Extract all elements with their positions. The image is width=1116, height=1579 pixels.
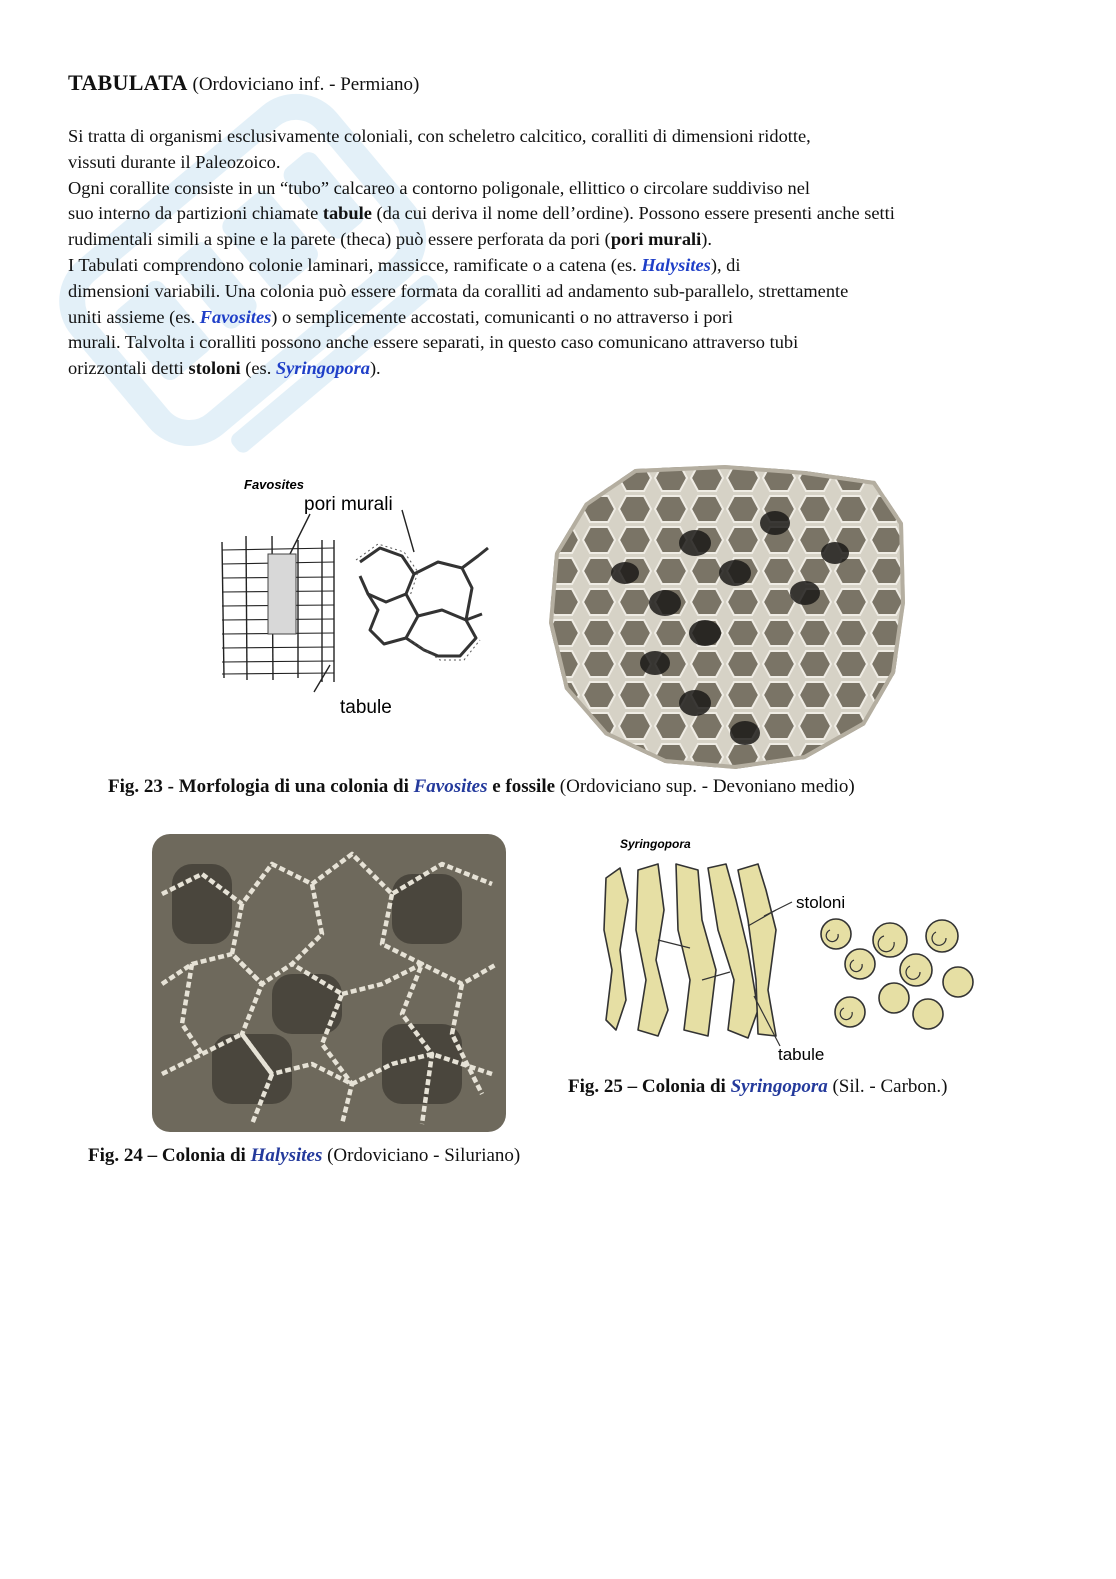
text-line: dimensioni variabili. Una colonia può essere formata da coralliti ad andamento sub-parallelo, strettamente bbox=[68, 280, 849, 301]
term-tabule: tabule bbox=[322, 203, 372, 224]
genus-halysites: Halysites bbox=[641, 254, 711, 275]
favosites-diagram-title: Favosites bbox=[244, 477, 304, 492]
page-heading bbox=[68, 70, 419, 96]
favosites-fossil-photo bbox=[545, 463, 907, 771]
halysites-fossil-photo bbox=[152, 834, 506, 1132]
fig23-caption: Fig. 23 - Morfologia di una colonia di Favosites e fossile (Ordoviciano sup. - Devoniano medio) bbox=[108, 776, 855, 797]
fig25-caption-genus: Syringopora bbox=[730, 1076, 828, 1097]
text-line: vissuti durante il Paleozoico. bbox=[68, 151, 281, 172]
text-line: suo interno da partizioni chiamate tabule (da cui deriva il nome dell’ordine). Possono essere presenti anche setti bbox=[68, 203, 895, 224]
heading-range: (Ordoviciano inf. - Permiano) bbox=[192, 74, 420, 95]
intro-paragraph bbox=[68, 124, 1088, 382]
favosites-diagram bbox=[210, 470, 510, 725]
text-line: uniti assieme (es. Favosites) o semplicemente accostati, comunicanti o no attraverso i pori bbox=[68, 306, 733, 327]
fig25-caption: Fig. 25 – Colonia di Syringopora (Sil. - Carbon.) bbox=[568, 1076, 948, 1097]
term-pori-murali: pori murali bbox=[610, 229, 702, 250]
heading-title: TABULATA bbox=[68, 70, 188, 95]
genus-syringopora: Syringopora bbox=[275, 358, 370, 379]
syringopora-diagram bbox=[598, 830, 998, 1070]
fig24-caption: Fig. 24 – Colonia di Halysites (Ordoviciano - Siluriano) bbox=[88, 1145, 521, 1166]
text-line: Ogni corallite consiste in un “tubo” calcareo a contorno poligonale, ellittico o circolare suddiviso nel bbox=[68, 177, 811, 198]
text-line: orizzontali detti stoloni (es. Syringopora). bbox=[68, 358, 381, 379]
text-line: murali. Talvolta i coralliti possono anche essere separati, in questo caso comunicano attraverso tubi bbox=[68, 332, 799, 353]
fig23-caption-genus: Favosites bbox=[413, 776, 488, 797]
genus-favosites: Favosites bbox=[199, 306, 272, 327]
label-tabule: tabule bbox=[778, 1045, 825, 1064]
text-line: rudimentali simili a spine e la parete (theca) può essere perforata da pori (pori murali). bbox=[68, 229, 712, 250]
text-line: Si tratta di organismi esclusivamente coloniali, con scheletro calcitico, coralliti di dimensioni ridotte, bbox=[68, 126, 811, 146]
label-stoloni: stoloni bbox=[796, 893, 846, 912]
label-tabule: tabule bbox=[340, 697, 392, 718]
term-stoloni: stoloni bbox=[188, 358, 241, 379]
syringopora-diagram-title: Syringopora bbox=[620, 837, 691, 851]
text-line: I Tabulati comprendono colonie laminari, massicce, ramificate o a catena (es. Halysites), di bbox=[68, 254, 741, 275]
label-pori-murali: pori murali bbox=[304, 494, 393, 515]
fig24-caption-genus: Halysites bbox=[250, 1145, 323, 1166]
